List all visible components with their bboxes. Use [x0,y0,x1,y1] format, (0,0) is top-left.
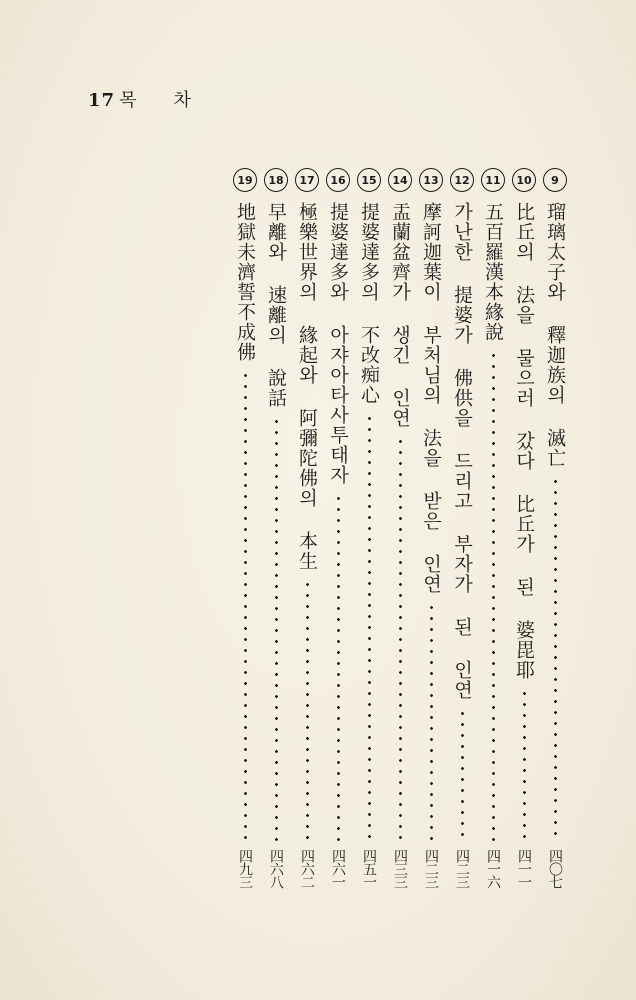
toc-entry[interactable] [478,168,508,888]
entry-number: 9 [543,168,567,192]
dot-leader [461,708,464,841]
entry-page: 四〇七 [547,849,563,888]
entry-title: 極樂世界의 緣起와 阿彌陀佛의 本生 [296,202,318,571]
entry-page: 四六八 [268,849,284,888]
dot-leader [523,688,526,841]
entry-number: 11 [481,168,505,192]
dot-leader [306,579,309,841]
entry-title: 盂蘭盆齊가 생긴 인연 [389,202,411,428]
entry-page: 四一一 [516,849,532,888]
entry-title: 瑠璃太子와 釋迦族의 滅亡 [544,202,566,468]
entry-number: 16 [326,168,350,192]
entry-number: 12 [450,168,474,192]
entry-number: 13 [419,168,443,192]
toc-entry[interactable] [292,168,322,888]
entry-number: 14 [388,168,412,192]
entry-title: 比丘의 法을 물으러 갔다 比丘가 된 婆毘耶 [513,202,535,680]
entry-title: 가난한 提婆가 佛供을 드리고 부자가 된 인연 [451,202,473,700]
entry-title: 提婆達多의 不改痴心 [358,202,380,405]
dot-leader [430,602,433,841]
entry-page: 四一六 [485,849,501,888]
toc-entry[interactable] [261,168,291,888]
entry-page: 四二三 [423,849,439,888]
toc-entry[interactable] [416,168,446,888]
dot-leader [554,476,557,841]
toc-entry[interactable] [323,168,353,888]
dot-leader [244,370,247,841]
entry-title: 五百羅漢本緣說 [482,202,504,342]
entry-title: 地獄未濟誓不成佛 [234,202,256,362]
header-title-part1: 목 [119,90,138,111]
dot-leader [368,413,371,841]
entry-number: 18 [264,168,288,192]
toc-entry[interactable] [354,168,384,888]
entry-page: 四二三 [454,849,470,888]
entry-page: 四九三 [237,849,253,888]
entry-page: 四六二 [299,849,315,888]
entry-title: 摩訶迦葉이 부처님의 法을 받은 인연 [420,202,442,594]
toc-entry[interactable] [230,168,260,888]
toc-entry[interactable] [509,168,539,888]
dot-leader [492,350,495,841]
entry-number: 15 [357,168,381,192]
page-number: 17 [88,90,116,111]
entry-number: 19 [233,168,257,192]
toc-entry[interactable] [385,168,415,888]
entry-title: 早離와 速離의 說話 [265,202,287,408]
entry-page: 四六一 [330,849,346,888]
entry-page: 四五一 [361,849,377,888]
dot-leader [337,493,340,841]
dot-leader [399,436,402,841]
page-header [88,86,192,112]
header-title-part2: 차 [173,90,192,111]
dot-leader [275,416,278,841]
entry-title: 提婆達多와 아쟈아타사투태자 [327,202,349,485]
entry-number: 17 [295,168,319,192]
toc-entry[interactable] [540,168,570,888]
toc-entry[interactable] [447,168,477,888]
entry-page: 四三三 [392,849,408,888]
entry-number: 10 [512,168,536,192]
